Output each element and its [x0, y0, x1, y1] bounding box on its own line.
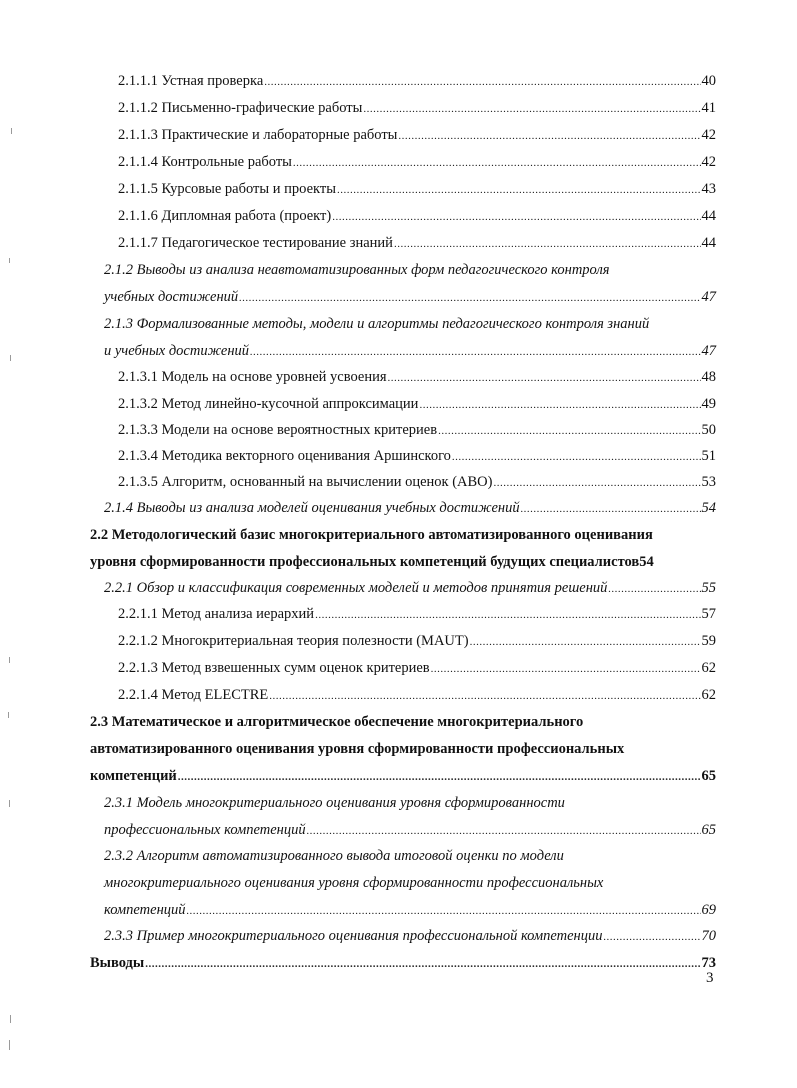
toc-entry [118, 632, 716, 651]
toc-entry-title: учебных достижений [104, 289, 239, 305]
toc-leader-dots [363, 100, 700, 118]
toc-entry [118, 207, 716, 226]
toc-entry-title-line: 2.3 Математическое и алгоритмическое обеспечение многокритериального [90, 714, 584, 730]
toc-entry-page: 44 [701, 208, 716, 224]
toc-entry-title: 2.1.1.2 Письменно-графические работы [118, 100, 363, 116]
toc-entry [90, 553, 716, 571]
toc-leader-dots [388, 369, 701, 387]
toc-leader-dots [419, 396, 700, 414]
toc-entry-title: 2.1.1.1 Устная проверка [118, 73, 264, 89]
toc-entry-title: 2.1.1.7 Педагогическое тестирование знаний [118, 235, 393, 251]
scan-artifact [9, 258, 10, 263]
toc-leader-dots [250, 343, 700, 361]
toc-entry-page: 43 [701, 181, 716, 197]
toc-leader-dots [431, 660, 701, 678]
toc-entry [104, 342, 716, 361]
toc-entry-page: 65 [701, 768, 716, 784]
toc-entry-title: 2.2.1.3 Метод взвешенных сумм оценок критериев [118, 660, 430, 676]
toc-leader-dots [269, 687, 700, 705]
toc-entry-title: 2.1.3.2 Метод линейно-кусочной аппроксимации [118, 396, 419, 412]
toc-leader-dots [337, 181, 701, 199]
toc-entry [118, 234, 716, 253]
toc-entry-page: 41 [701, 100, 716, 116]
toc-entry-title: профессиональных компетенций [104, 822, 306, 838]
toc-leader-dots [521, 500, 701, 518]
toc-entry [118, 659, 716, 678]
toc-entry-page: 51 [701, 448, 716, 464]
toc-entry [118, 153, 716, 172]
toc-leader-dots [145, 955, 700, 973]
toc-entry-title-line: 2.3.2 Алгоритм автоматизированного вывода итоговой оценки по модели [104, 848, 564, 864]
toc-entry-title: 2.1.4 Выводы из анализа моделей оценивания учебных достижений [104, 500, 520, 516]
toc-entry-page: 54 [639, 554, 654, 570]
toc-entry-page: 62 [701, 660, 716, 676]
toc-entry [104, 927, 716, 946]
toc-entry-title-line: 2.1.2 Выводы из анализа неавтоматизированных форм педагогического контроля [104, 262, 610, 278]
toc-entry-page: 42 [701, 154, 716, 170]
toc-leader-dots [608, 580, 700, 598]
toc-entry-title-line: 2.3.1 Модель многокритериального оценивания уровня сформированности [104, 795, 565, 811]
toc-entry-page: 48 [701, 369, 716, 385]
scan-artifact [9, 1040, 10, 1050]
toc-entry [118, 180, 716, 199]
toc-entry [118, 99, 716, 118]
toc-entry [104, 579, 716, 598]
toc-entry-title: и учебных достижений [104, 343, 250, 359]
toc-entry-title: 2.1.1.3 Практические и лабораторные работы [118, 127, 398, 143]
toc-leader-dots [307, 822, 701, 840]
toc-leader-dots [293, 154, 701, 172]
toc-entry-title-line: 2.1.3 Формализованные методы, модели и алгоритмы педагогического контроля знаний [104, 316, 650, 332]
toc-entry-title: 2.2.1 Обзор и классификация современных моделей и методов принятия решений [104, 580, 608, 596]
toc-leader-dots [315, 606, 700, 624]
toc-entry-page: 53 [701, 474, 716, 490]
toc-leader-dots [178, 768, 701, 786]
toc-entry-title: уровня сформированности профессиональных компетенций будущих специалистов [90, 554, 640, 570]
toc-entry-page: 69 [701, 902, 716, 918]
toc-leader-dots [603, 928, 700, 946]
toc-entry [118, 421, 716, 440]
toc-entry-title-line: многокритериального оценивания уровня сформированности профессиональных [104, 875, 604, 891]
toc-entry [118, 126, 716, 145]
toc-entry-title: 2.1.3.3 Модели на основе вероятностных критериев [118, 422, 438, 438]
toc-entry-page: 47 [701, 343, 716, 359]
toc-entry-page: 50 [701, 422, 716, 438]
toc-entry-title-line: 2.2 Методологический базис многокритериального автоматизированного оценивания [90, 527, 653, 543]
toc-entry-page: 65 [701, 822, 716, 838]
toc-entry-title: 2.1.1.6 Дипломная работа (проект) [118, 208, 332, 224]
toc-entry-title: 2.2.1.4 Метод ELECTRE [118, 687, 269, 703]
toc-entry-title: 2.1.3.4 Методика векторного оценивания Аршинского [118, 448, 451, 464]
toc-entry [104, 499, 716, 518]
toc-entry-page: 70 [701, 928, 716, 944]
toc-entry [90, 954, 716, 973]
toc-leader-dots [394, 235, 701, 253]
toc-entry [104, 901, 716, 920]
toc-leader-dots [239, 289, 700, 307]
toc-entry-page: 42 [701, 127, 716, 143]
toc-leader-dots [332, 208, 700, 226]
toc-entry-title-line: автоматизированного оценивания уровня сформированности профессиональных [90, 741, 625, 757]
toc-entry-title: Выводы [90, 955, 145, 971]
toc-entry-page: 54 [701, 500, 716, 516]
toc-entry [104, 288, 716, 307]
toc-entry [104, 821, 716, 840]
toc-entry-page: 62 [701, 687, 716, 703]
toc-entry-page: 40 [701, 73, 716, 89]
toc-leader-dots [264, 73, 700, 91]
scan-artifact [8, 712, 9, 718]
toc-entry [118, 368, 716, 387]
toc-leader-dots [493, 474, 700, 492]
toc-entry-title: 2.2.1.2 Многокритериальная теория полезности (MAUT) [118, 633, 469, 649]
toc-entry-page: 49 [701, 396, 716, 412]
toc-entry-title: 2.1.3.1 Модель на основе уровней усвоения [118, 369, 387, 385]
scan-artifact [10, 1015, 11, 1023]
toc-entry-title: 2.2.1.1 Метод анализа иерархий [118, 606, 315, 622]
toc-entry-title: компетенций [104, 902, 186, 918]
scan-artifact [9, 800, 10, 807]
page-number: 3 [706, 970, 714, 986]
toc-entry-page: 57 [701, 606, 716, 622]
toc-entry [118, 395, 716, 414]
toc-leader-dots [398, 127, 700, 145]
toc-entry [118, 473, 716, 492]
toc-entry [118, 605, 716, 624]
toc-entry-page: 59 [701, 633, 716, 649]
toc-entry-page: 47 [701, 289, 716, 305]
toc-leader-dots [452, 448, 701, 466]
toc-entry [118, 686, 716, 705]
toc-entry [118, 72, 716, 91]
toc-entry-title: 2.1.1.5 Курсовые работы и проекты [118, 181, 336, 197]
toc-entry-page: 44 [701, 235, 716, 251]
toc-entry-page: 73 [701, 955, 716, 971]
toc-leader-dots [187, 902, 701, 920]
toc-entry-title: компетенций [90, 768, 177, 784]
toc-entry [90, 767, 716, 786]
scan-artifact [9, 657, 10, 663]
toc-entry-title: 2.1.3.5 Алгоритм, основанный на вычислении оценок (АВО) [118, 474, 493, 490]
toc-leader-dots [438, 422, 700, 440]
scan-artifact [11, 128, 12, 134]
toc-entry-title: 2.1.1.4 Контрольные работы [118, 154, 292, 170]
scan-artifact [10, 355, 11, 361]
toc-entry-title: 2.3.3 Пример многокритериального оценивания профессиональной компетенции [104, 928, 603, 944]
toc-entry [118, 447, 716, 466]
toc-entry-page: 55 [701, 580, 716, 596]
toc-leader-dots [470, 633, 701, 651]
